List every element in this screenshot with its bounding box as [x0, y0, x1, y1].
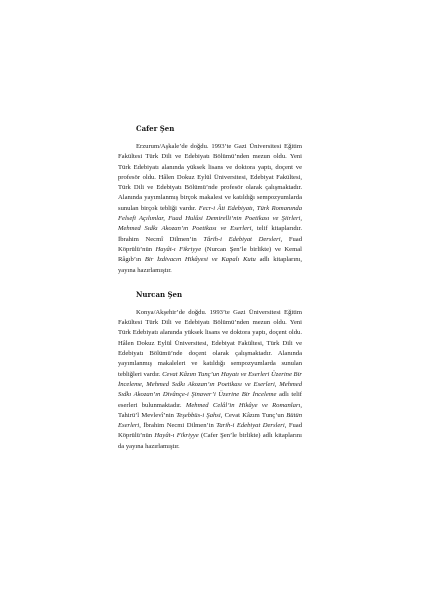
author-bio	[118, 308, 302, 452]
bio-italic-text: Tarih-i Edebiyat Dersleri	[216, 422, 285, 430]
author-bio	[118, 142, 302, 276]
bio-text: adlı telif eserleri bulunmaktadır.	[118, 391, 302, 409]
bio-italic-text: Mehmed Celâl’in Hikâye ve Romanları	[185, 401, 301, 409]
author-name: Cafer Şen	[136, 124, 175, 133]
bio-text: , Fuad Köprülü’nün	[118, 235, 303, 253]
bio-italic-text: Teşebbüs-i Şahsi	[176, 411, 221, 419]
bio-italic-text: Târih-i Edebiyat Dersleri	[203, 235, 281, 243]
author-section-nurcan	[118, 290, 302, 452]
bio-text: (Cafer Şen’le birlikte) adlı kitaplarını da yayına hazırlamıştır.	[118, 432, 303, 450]
bio-text: adlı kitaplarını, yayına hazırlamıştır.	[118, 256, 302, 274]
bio-text: Erzurum/Aşkale’de doğdu. 1993’te Gazi Üniversitesi Eğitim Fakültesi Türk Dili ve Edebiyatı Bölümü’nden mezun oldu. Yeni Türk Edebiyatı alanında yüksek lisans ve doktora yaptı, doçent ve profesör oldu. Hâlen Dokuz Eylül Üniversitesi, Edebiyat Fakültesi, Türk Dili ve Edebiyatı Bölümü’nde profesör olarak çalışmaktadır. Alanında yayımlanmış birçok makalesi ve katıldığı sempozyumlarda sunulan birçok tebliği vardır.	[118, 143, 302, 212]
bio-italic-text: Hayât-ı Fikriyye	[154, 432, 199, 440]
bio-text: , telif kitaplarıdır. İbrahim Necmî Dilmen’in	[118, 225, 302, 243]
bio-text: Konya/Akşehir’de doğdu. 1993’te Gazi Üniversitesi Eğitim Fakültesi Türk Dili ve Edebiyatı Bölümü’nden mezun oldu. Yeni Türk Edebiyatı alanında yüksek lisans ve doktora yaptı, doçent oldu. Hâlen Dokuz Eylül Üniversitesi, Edebiyat Fakültesi, Türk Dili ve Edebiyatı Bölümü’nde doçent olarak çalışmaktadır. Alanında yayımlanmış makaleleri ve katıldığı sempozyumlarda sunulan tebliğleri vardır.	[118, 308, 302, 378]
author-bios	[118, 124, 302, 466]
bio-italic-text: Hayât-ı Fikriyye	[155, 245, 202, 253]
bio-text: (Nurcan Şen’le birlikte) ve Kemal Râgıb’ın	[118, 245, 302, 264]
author-section-cafer	[118, 124, 302, 276]
bio-italic-text: Bütün Eserleri	[118, 411, 303, 430]
author-name: Nurcan Şen	[136, 289, 183, 299]
bio-text: , Tahirü’l Mevlevî’nin	[118, 401, 302, 419]
bio-italic-text: Cevat Kâzım Tunç’un Hayatı ve Eserleri Üzerine Bir İnceleme, Mehmed Sıdkı Akozan’ın Poetikası ve Eserleri, Mehmed Sıdkı Akozan’ın Divânçe-i Şinaver’i Üzerine Bir İnceleme	[118, 370, 302, 399]
bio-text: , Cevat Kâzım Tunç’un	[220, 411, 287, 419]
bio-text: , Fuad Köprülü’nün	[118, 422, 303, 440]
bio-italic-text: Fecr-i Âti Edebiyatı, Türk Romanında Felsefi Açılımlar, Fuad Hulûsi Demirelli’nin Poetikası ve Şiirleri, Mehmed Sıdkı Akozan’ın Poetikası ve Eserleri	[118, 204, 303, 233]
bio-italic-text: Bir İzdivacın Hikâyesi ve Kapalı Kutu	[144, 256, 256, 264]
bio-text: , İbrahim Necmi Dilmen’in	[139, 422, 217, 430]
